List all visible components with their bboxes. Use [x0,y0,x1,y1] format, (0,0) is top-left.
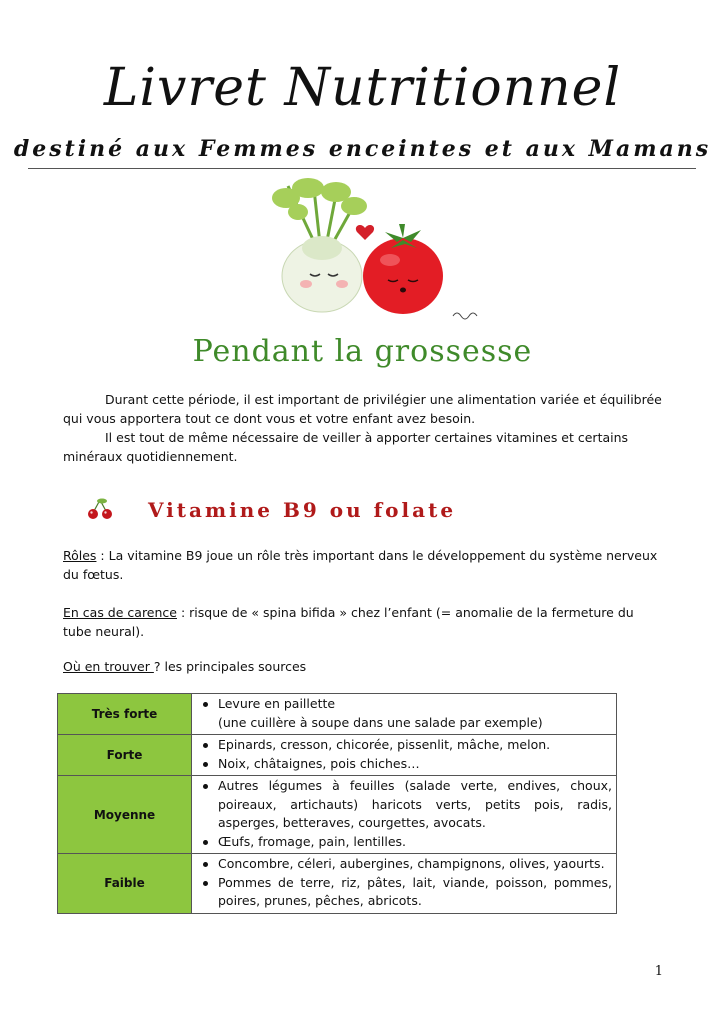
bullet-icon [203,840,208,845]
cherry-icon [85,497,115,521]
bullet-icon [203,702,208,707]
level-cell: Forte [58,735,192,776]
roles-paragraph [63,546,663,584]
items-cell [192,735,617,776]
intro-paragraph-2: Il est tout de même nécessaire de veiller à apporter certaines vitamines et certains minéraux quotidiennement. [63,430,629,464]
fennel-tomato-illustration [258,176,488,326]
roles-text: : La vitamine B9 joue un rôle très important dans le développement du système nerveux du fœtus. [63,548,658,582]
folate-sources-table [57,693,617,914]
items-cell [192,694,617,735]
vitamin-title: Vitamine B9 ou folate [148,498,457,522]
header-divider [28,168,696,169]
bullet-icon [203,762,208,767]
items-cell [192,776,617,854]
level-cell: Très forte [58,694,192,735]
list-item: Autres légumes à feuilles (salade verte, endives, choux, poireaux, artichauts) haricots verts, petits pois, radis, asperges, betteraves, courgettes, avocats. [196,777,612,833]
table-row [58,694,617,735]
sources-paragraph [63,657,663,676]
list-item: Œufs, fromage, pain, lentilles. [196,833,612,852]
deficiency-label: En cas de carence [63,605,177,620]
sources-label: Où en trouver [63,659,154,674]
section-title: Pendant la grossesse [192,334,533,369]
list-item: Levure en paillette [196,695,612,714]
bullet-icon [203,881,208,886]
bullet-icon [203,862,208,867]
document-subtitle: destiné aux Femmes enceintes et aux Mamans [13,136,712,162]
sources-text: ? les principales sources [153,659,307,674]
example-note: (une cuillère à soupe dans une salade par exemple) [218,714,543,730]
table-row [58,735,617,776]
list-item: Noix, châtaignes, pois chiches… [196,755,612,774]
deficiency-paragraph [63,603,663,641]
list-item: Epinards, cresson, chicorée, pissenlit, mâche, melon. [196,736,612,755]
page-number: 1 [654,964,663,979]
list-item: Concombre, céleri, aubergines, champignons, olives, yaourts. [196,855,612,874]
intro-paragraph-1: Durant cette période, il est important de privilégier une alimentation variée et équilibrée qui vous apportera tout ce dont vous et votre enfant avez besoin. [63,392,662,426]
deficiency-text: : risque de « spina bifida » chez l’enfant (= anomalie de la fermeture du tube neural). [63,605,634,639]
table-row [58,854,617,914]
bullet-icon [203,784,208,789]
table-row [58,776,617,854]
level-cell: Faible [58,854,192,914]
roles-label: Rôles [63,548,97,563]
items-cell [192,854,617,914]
document-title: Livret Nutritionnel [103,58,622,118]
level-cell: Moyenne [58,776,192,854]
bullet-icon [203,743,208,748]
list-item: Pommes de terre, riz, pâtes, lait, viande, poisson, pommes, poires, prunes, pêches, abricots. [196,874,612,911]
